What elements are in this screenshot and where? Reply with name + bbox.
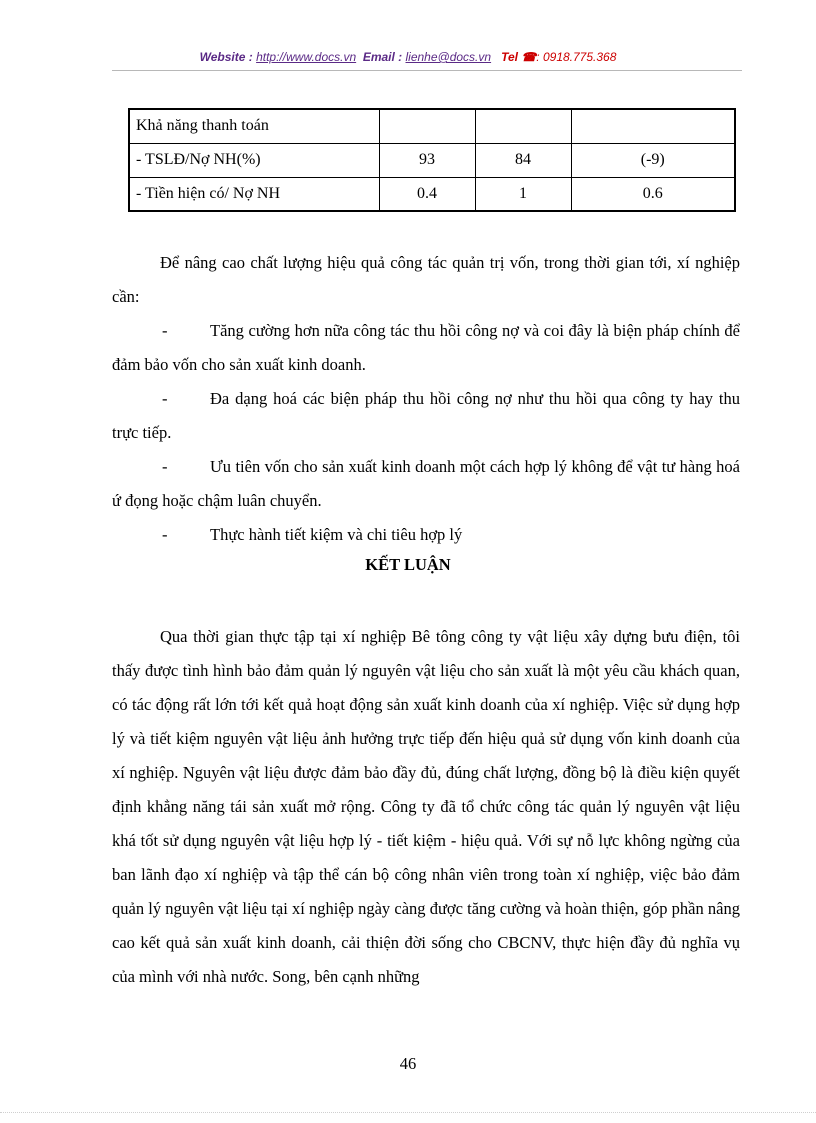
bullet-marker: - — [162, 457, 168, 476]
email-label: Email — [362, 50, 395, 64]
solvency-table — [128, 108, 736, 212]
table-cell: 0.6 — [571, 177, 735, 211]
list-item — [112, 382, 740, 450]
list-item-text: Đa dạng hoá các biện pháp thu hồi công nợ như thu hồi qua công ty hay thu trực tiếp. — [112, 389, 740, 442]
table-cell: 84 — [475, 143, 571, 177]
email-separator: : — [394, 50, 406, 64]
table-row — [129, 177, 735, 211]
table-cell: - TSLĐ/Nợ NH(%) — [129, 143, 379, 177]
table-cell — [571, 109, 735, 143]
recommendations-section — [112, 246, 740, 552]
bullet-marker: - — [162, 321, 168, 340]
table-cell: 1 — [475, 177, 571, 211]
conclusion-section — [112, 620, 740, 994]
list-item — [112, 450, 740, 518]
conclusion-title: KẾT LUẬN — [365, 555, 451, 574]
bullet-marker: - — [162, 525, 168, 544]
list-item — [112, 518, 740, 552]
phone-number: : 0918.775.368 — [536, 50, 617, 64]
list-item-text: Ưu tiên vốn cho sản xuất kinh doanh một cách hợp lý không để vật tư hàng hoá ứ đọng hoặc chậm luân chuyển. — [112, 457, 740, 510]
list-item-text: Tăng cường hơn nữa công tác thu hồi công nợ và coi đây là biện pháp chính để đảm bảo vốn cho sản xuất kinh doanh. — [112, 321, 740, 374]
website-link[interactable]: http://www.docs.vn — [256, 50, 357, 64]
list-item — [112, 314, 740, 382]
table-cell — [379, 109, 475, 143]
footer-divider — [0, 1112, 816, 1113]
header-divider — [112, 70, 742, 71]
intro-paragraph: Để nâng cao chất lượng hiệu quả công tác quản trị vốn, trong thời gian tới, xí nghiệp cần: — [112, 253, 740, 306]
tel-label: Tel — [501, 50, 518, 64]
email-link[interactable]: lienhe@docs.vn — [405, 50, 492, 64]
table-row — [129, 109, 735, 143]
telephone-icon: ☎ — [521, 50, 537, 64]
table-cell: 93 — [379, 143, 475, 177]
page-number: 46 — [399, 1054, 417, 1073]
website-separator: : — [245, 50, 257, 64]
website-label: Website — [199, 50, 246, 64]
table-cell: (-9) — [571, 143, 735, 177]
table-cell: - Tiền hiện có/ Nợ NH — [129, 177, 379, 211]
table-row — [129, 143, 735, 177]
table-cell: Khả năng thanh toán — [129, 109, 379, 143]
bullet-marker: - — [162, 389, 168, 408]
list-item-text: Thực hành tiết kiệm và chi tiêu hợp lý — [210, 525, 463, 544]
table-cell — [475, 109, 571, 143]
conclusion-paragraph: Qua thời gian thực tập tại xí nghiệp Bê tông công ty vật liệu xây dựng bưu điện, tôi thấy được tình hình bảo đảm quản lý nguyên vật liệu cho sản xuất là một yêu cầu khách quan, có tác động rất lớn tới kết quả hoạt động sản xuất kinh doanh của xí nghiệp. Việc sử dụng hợp lý và tiết kiệm nguyên vật liệu ảnh hưởng trực tiếp đến hiệu quả sử dụng vốn kinh doanh của xí nghiệp. Nguyên vật liệu được đảm bảo đầy đủ, đúng chất lượng, đồng bộ là điều kiện quyết định khẳng năng tái sản xuất mở rộng. Công ty đã tổ chức công tác quản lý nguyên vật liệu khá tốt sử dụng nguyên vật liệu hợp lý - tiết kiệm - hiệu quả. Với sự nỗ lực không ngừng của ban lãnh đạo xí nghiệp và tập thể cán bộ công nhân viên trong toàn xí nghiệp, việc bảo đảm quản lý nguyên vật liệu tại xí nghiệp ngày càng được tăng cường và hoàn thiện, góp phần nâng cao kết quả sản xuất kinh doanh, cải thiện đời sống cho CBCNV, thực hiện đầy đủ nghĩa vụ của mình với nhà nước. Song, bên cạnh những — [112, 627, 740, 986]
table-cell: 0.4 — [379, 177, 475, 211]
page-header — [0, 50, 816, 64]
